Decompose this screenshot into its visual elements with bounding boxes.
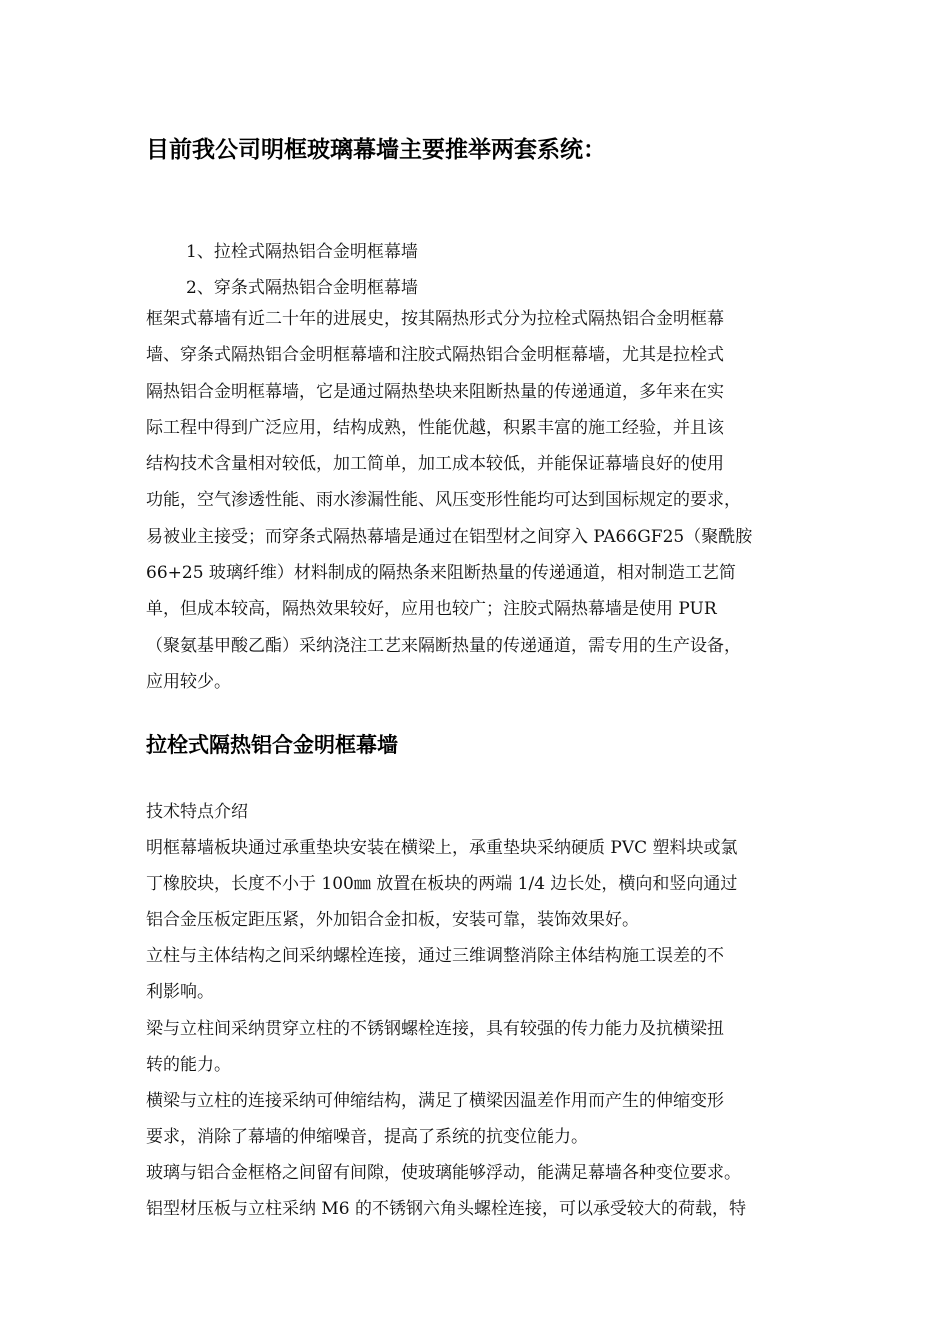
section-heading: 拉栓式隔热铝合金明框幕墙	[146, 733, 398, 757]
text-line: 利影响。	[146, 982, 214, 1003]
text-line: 66+25 玻璃纤维）材料制成的隔热条来阻断热量的传递通道，相对制造工艺简	[146, 563, 736, 584]
subsection-label: 技术特点介绍	[146, 802, 248, 822]
page-title: 目前我公司明框玻璃幕墙主要推举两套系统：	[146, 137, 606, 163]
text-line: 梁与立柱间采纳贯穿立柱的不锈钢螺栓连接，具有较强的传力能力及抗横梁扭	[146, 1018, 724, 1039]
list-item: 1、拉栓式隔热铝合金明框幕墙	[186, 242, 418, 262]
list-item: 2、穿条式隔热铝合金明框幕墙	[186, 278, 418, 298]
system-list	[186, 234, 418, 306]
text-line: 要求，消除了幕墙的伸缩噪音，提高了系统的抗变位能力。	[146, 1126, 588, 1147]
text-line: 隔热铝合金明框幕墙，它是通过隔热垫块来阻断热量的传递通道，多年来在实	[146, 381, 724, 402]
text-line: 铝型材压板与立柱采纳 M6 的不锈钢六角头螺栓连接，可以承受较大的荷载，特	[146, 1199, 747, 1220]
text-line: 玻璃与铝合金框格之间留有间隙，使玻璃能够浮动，能满足幕墙各种变位要求。	[146, 1162, 741, 1183]
text-line: 横梁与立柱的连接采纳可伸缩结构，满足了横梁因温差作用而产生的伸缩变形	[146, 1090, 724, 1111]
text-line: 功能，空气渗透性能、雨水渗漏性能、风压变形性能均可达到国标规定的要求，	[146, 490, 741, 511]
text-line: 转的能力。	[146, 1054, 231, 1075]
text-line: 际工程中得到广泛应用，结构成熟，性能优越，积累丰富的施工经验，并且该	[146, 417, 724, 438]
text-line: 易被业主接受；而穿条式隔热幕墙是通过在铝型材之间穿入 PA66GF25（聚酰胺	[146, 526, 753, 547]
text-line: 结构技术含量相对较低，加工简单，加工成本较低，并能保证幕墙良好的使用	[146, 454, 724, 475]
text-line: 墙、穿条式隔热铝合金明框幕墙和注胶式隔热铝合金明框幕墙，尤其是拉栓式	[146, 345, 724, 366]
text-line: 框架式幕墙有近二十年的进展史，按其隔热形式分为拉栓式隔热铝合金明框幕	[146, 309, 724, 329]
text-line: 单，但成本较高，隔热效果较好，应用也较广；注胶式隔热幕墙是使用 PUR	[146, 599, 717, 620]
text-line: 明框幕墙板块通过承重垫块安装在横梁上，承重垫块采纳硬质 PVC 塑料块或氯	[146, 838, 738, 859]
text-line: （聚氨基甲酸乙酯）采纳浇注工艺来隔断热量的传递通道，需专用的生产设备，	[146, 635, 741, 656]
text-line: 丁橡胶块，长度不小于 100㎜ 放置在板块的两端 1/4 边长处，横向和竖向通过	[146, 874, 738, 895]
intro-paragraph	[146, 301, 806, 700]
section-body	[146, 794, 806, 1227]
text-line: 应用较少。	[146, 671, 231, 692]
text-line: 铝合金压板定距压紧，外加铝合金扣板，安装可靠，装饰效果好。	[146, 910, 639, 931]
text-line: 立柱与主体结构之间采纳螺栓连接，通过三维调整消除主体结构施工误差的不	[146, 946, 724, 967]
